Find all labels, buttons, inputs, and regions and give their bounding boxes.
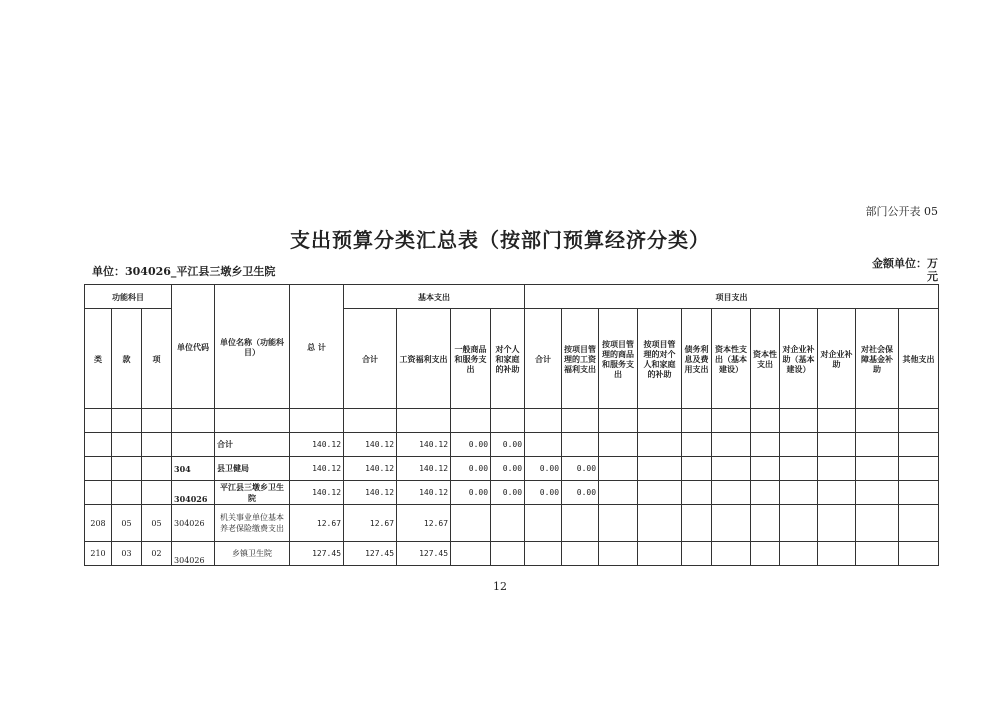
header-kuan: 款 [112, 309, 142, 409]
table-row [85, 433, 939, 457]
header-proj-goods: 按项目管理的商品和服务支出 [599, 309, 638, 409]
header-basic-personal: 对个人和家庭的补助 [491, 309, 525, 409]
cell-total: 140.12 [290, 433, 344, 457]
cell-total: 127.45 [290, 542, 344, 566]
cell-name: 机关事业单位基本养老保险缴费支出 [215, 505, 290, 542]
cell-basic-total: 127.45 [344, 542, 397, 566]
cell-basic-wage: 12.67 [397, 505, 451, 542]
cell-basic-goods: 0.00 [451, 457, 491, 481]
cell-basic-wage: 140.12 [397, 433, 451, 457]
cell-kuan [112, 433, 142, 457]
cell-lei [85, 457, 112, 481]
header-proj-enterprise-build: 对企业补助（基本建设） [780, 309, 818, 409]
cell-basic-goods: 0.00 [451, 433, 491, 457]
cell-basic-goods [451, 505, 491, 542]
cell-basic-personal: 0.00 [491, 457, 525, 481]
cell-basic-total: 140.12 [344, 433, 397, 457]
header-unit-name: 单位名称（功能科目） [215, 285, 290, 409]
cell-basic-total: 140.12 [344, 481, 397, 505]
table-row [85, 457, 939, 481]
header-proj-total: 合计 [525, 309, 562, 409]
expenditure-table [84, 284, 939, 566]
cell-xiang [142, 433, 172, 457]
table-row [85, 542, 939, 566]
cell-name: 平江县三墩乡卫生院 [215, 481, 290, 505]
cell-code: 304026 [172, 505, 215, 542]
cell-proj-wage [562, 505, 599, 542]
cell-basic-total: 140.12 [344, 457, 397, 481]
header-proj-capital-build: 资本性支出（基本建设） [712, 309, 751, 409]
cell-kuan [112, 481, 142, 505]
cell-proj-wage [562, 433, 599, 457]
cell-proj-total [525, 433, 562, 457]
cell-proj-wage: 0.00 [562, 481, 599, 505]
cell-name: 乡镇卫生院 [215, 542, 290, 566]
header-basic: 基本支出 [344, 285, 525, 309]
cell-total: 140.12 [290, 481, 344, 505]
header-unit-code: 单位代码 [172, 285, 215, 409]
header-project: 项目支出 [525, 285, 939, 309]
cell-kuan [112, 457, 142, 481]
cell-xiang: 02 [142, 542, 172, 566]
unit-label: 单位：304026_平江县三墩乡卫生院 [92, 265, 276, 278]
header-basic-wage: 工资福利支出 [397, 309, 451, 409]
cell-basic-personal [491, 505, 525, 542]
header-proj-debt: 债务利息及费用支出 [682, 309, 712, 409]
cell-xiang [142, 481, 172, 505]
cell-lei [85, 481, 112, 505]
cell-proj-wage: 0.00 [562, 457, 599, 481]
cell-kuan: 05 [112, 505, 142, 542]
cell-lei: 208 [85, 505, 112, 542]
cell-proj-total: 0.00 [525, 481, 562, 505]
header-proj-capital: 资本性支出 [751, 309, 780, 409]
header-lei: 类 [85, 309, 112, 409]
cell-code [172, 433, 215, 457]
cell-name: 合计 [215, 433, 290, 457]
cell-code: 304026 [172, 542, 215, 566]
table-row [85, 481, 939, 505]
page-title: 支出预算分类汇总表（按部门预算经济分类） [290, 228, 710, 252]
page-number: 12 [493, 580, 507, 593]
cell-basic-personal [491, 542, 525, 566]
cell-basic-goods: 0.00 [451, 481, 491, 505]
cell-proj-total: 0.00 [525, 457, 562, 481]
cell-basic-wage: 127.45 [397, 542, 451, 566]
cell-proj-wage [562, 542, 599, 566]
cell-basic-goods [451, 542, 491, 566]
cell-xiang: 05 [142, 505, 172, 542]
cell-basic-total: 12.67 [344, 505, 397, 542]
header-basic-total: 合计 [344, 309, 397, 409]
header-basic-goods: 一般商品和服务支出 [451, 309, 491, 409]
header-total: 总 计 [290, 285, 344, 409]
header-func-subject: 功能科目 [85, 285, 172, 309]
cell-basic-personal: 0.00 [491, 433, 525, 457]
header-proj-enterprise: 对企业补助 [818, 309, 856, 409]
header-proj-personal: 按项目管理的对个人和家庭的补助 [638, 309, 682, 409]
form-number: 部门公开表 05 [865, 205, 938, 218]
header-proj-other: 其他支出 [899, 309, 939, 409]
cell-xiang [142, 457, 172, 481]
cell-name: 县卫健局 [215, 457, 290, 481]
cell-code: 304 [172, 457, 215, 481]
amount-unit-label: 金额单位：万元 [872, 257, 938, 283]
header-proj-wage: 按项目管理的工资福利支出 [562, 309, 599, 409]
cell-kuan: 03 [112, 542, 142, 566]
cell-basic-wage: 140.12 [397, 457, 451, 481]
cell-basic-personal: 0.00 [491, 481, 525, 505]
cell-total: 12.67 [290, 505, 344, 542]
cell-proj-total [525, 542, 562, 566]
header-xiang: 项 [142, 309, 172, 409]
cell-code: 304026 [172, 481, 215, 505]
table-row [85, 505, 939, 542]
table-row-blank [85, 409, 939, 433]
cell-lei [85, 433, 112, 457]
header-proj-social: 对社会保障基金补助 [856, 309, 899, 409]
cell-proj-total [525, 505, 562, 542]
cell-lei: 210 [85, 542, 112, 566]
cell-basic-wage: 140.12 [397, 481, 451, 505]
cell-total: 140.12 [290, 457, 344, 481]
